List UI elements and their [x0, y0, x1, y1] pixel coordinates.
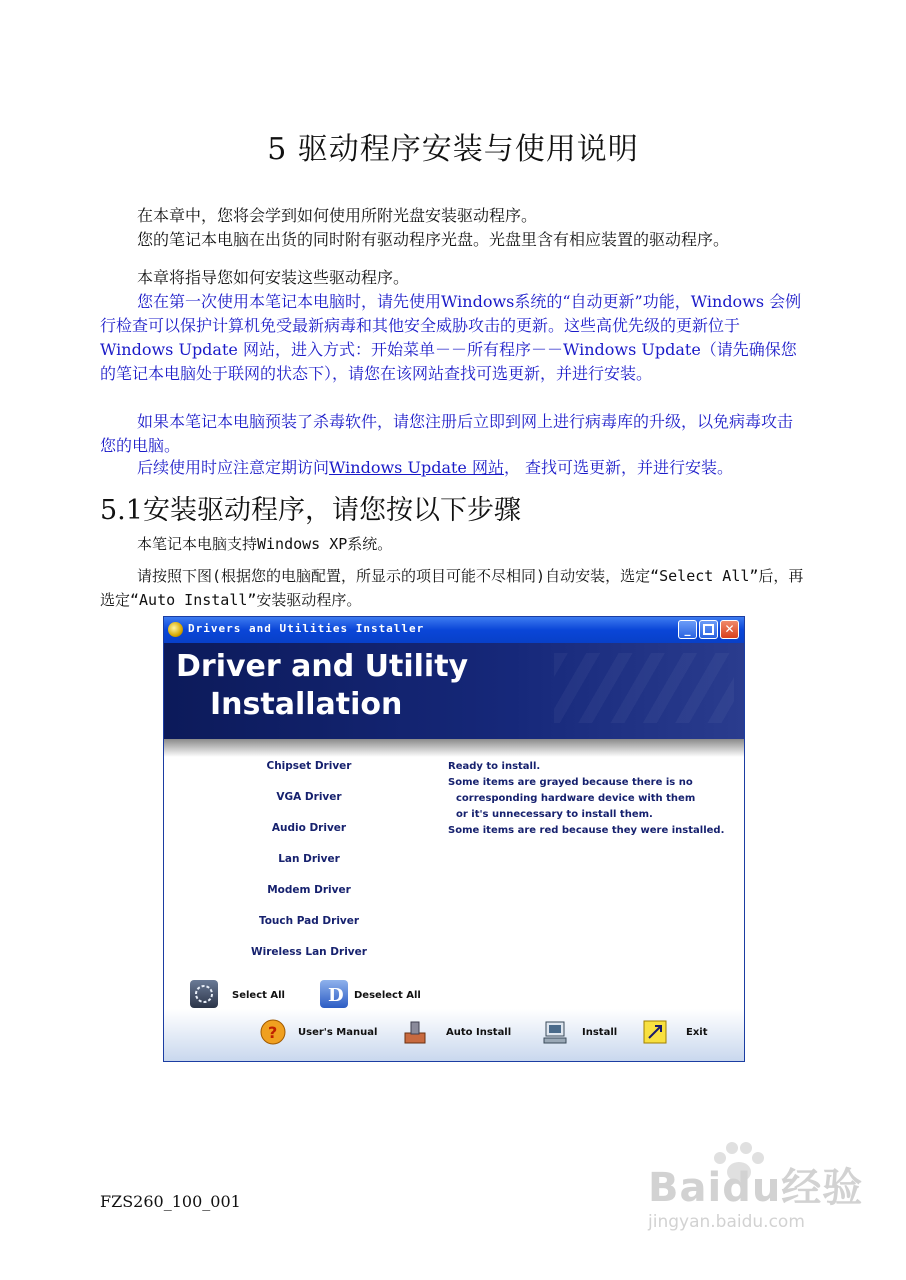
watermark-url: jingyan.baidu.com — [648, 1212, 805, 1232]
exit-icon[interactable] — [642, 1019, 668, 1045]
svg-text:D: D — [328, 985, 344, 1006]
status-line: corresponding hardware device with them — [456, 793, 696, 804]
intro-line-3: 本章将指导您如何安装这些驱动程序。 — [137, 268, 410, 287]
auto-install-button[interactable]: Auto Install — [446, 1027, 512, 1038]
update-paragraph: 您在第一次使用本笔记本电脑时，请先使用Windows系统的“自动更新”功能，Windows 会例行检查可以保护计算机免受最新病毒和其他安全威胁攻击的更新。这些高优先级的更新位于 Windows Update 网站，进入方式：开始菜单－－所有程序－－Windows Update（请先确保您的笔记本电脑处于联网的状态下），请您在该网站查找可选更新，并进行安装。 — [100, 292, 802, 383]
banner-title-line-1: Driver and Utility — [176, 649, 469, 684]
window-title: Drivers and Utilities Installer — [188, 622, 425, 635]
driver-item-modem[interactable]: Modem Driver — [267, 884, 351, 896]
footer-code: FZS260_100_001 — [100, 1192, 241, 1211]
help-icon[interactable] — [260, 1019, 286, 1045]
baidu-watermark — [628, 1138, 868, 1248]
title-bar — [164, 617, 744, 643]
support-line: 本笔记本电脑支持Windows XP系统。 — [137, 535, 393, 553]
driver-item-touchpad[interactable]: Touch Pad Driver — [258, 915, 360, 927]
status-line: or it's unnecessary to install them. — [456, 809, 653, 820]
intro-line-1: 在本章中，您将会学到如何使用所附光盘安装驱动程序。 — [137, 206, 538, 225]
banner-title-line-2: Installation — [210, 687, 403, 722]
followup-suffix: ， 查找可选更新，并进行安装。 — [503, 458, 734, 477]
driver-item-wireless-lan[interactable]: Wireless Lan Driver — [251, 946, 367, 958]
auto-install-icon[interactable] — [402, 1019, 428, 1045]
driver-item-lan[interactable]: Lan Driver — [278, 853, 340, 865]
watermark-brand: Baidu经验 — [648, 1165, 864, 1211]
banner — [164, 643, 744, 739]
driver-item-chipset[interactable]: Chipset Driver — [266, 760, 352, 772]
installer-window — [163, 616, 745, 1062]
deselect-all-icon — [320, 980, 348, 1008]
select-all-button[interactable] — [190, 980, 218, 1008]
driver-item-audio[interactable]: Audio Driver — [271, 822, 347, 834]
followup-prefix: 后续使用时应注意定期访问 — [137, 458, 330, 477]
driver-item-vga[interactable]: VGA Driver — [276, 791, 342, 803]
status-line: Ready to install. — [448, 761, 541, 772]
section-heading: 5.1安装驱动程序，请您按以下步骤 — [100, 495, 521, 526]
maximize-button[interactable] — [699, 620, 718, 639]
status-line: Some items are red because they were installed. — [448, 825, 725, 836]
exit-button[interactable]: Exit — [686, 1027, 708, 1038]
instruction-paragraph: 请按照下图(根据您的电脑配置，所显示的项目可能不尽相同)自动安装，选定“Select All”后，再选定“Auto Install”安装驱动程序。 — [100, 567, 804, 609]
status-message — [448, 759, 738, 839]
bottom-toolbar — [164, 1009, 744, 1061]
deselect-all-button[interactable] — [320, 980, 348, 1008]
status-line: Some items are grayed because there is no — [448, 777, 693, 788]
windows-update-link[interactable]: Windows Update 网站 — [329, 458, 504, 477]
intro-line-2: 您的笔记本电脑在出货的同时附有驱动程序光盘。光盘里含有相应装置的驱动程序。 — [137, 230, 730, 249]
svg-text:?: ? — [268, 1023, 278, 1042]
install-icon[interactable] — [542, 1019, 568, 1045]
users-manual-button[interactable]: User's Manual — [298, 1027, 378, 1038]
page-title: 5 驱动程序安装与使用说明 — [267, 132, 639, 167]
banner-shadow — [164, 739, 744, 757]
select-all-icon — [190, 980, 218, 1008]
followup-paragraph — [100, 456, 808, 480]
close-button[interactable]: ✕ — [720, 620, 739, 639]
app-icon — [168, 622, 183, 637]
minimize-button[interactable]: _ — [678, 620, 697, 639]
deselect-all-label[interactable]: Deselect All — [354, 990, 421, 1001]
banner-decoration — [554, 653, 734, 723]
install-button[interactable]: Install — [582, 1027, 618, 1038]
antivirus-paragraph: 如果本笔记本电脑预装了杀毒软件，请您注册后立即到网上进行病毒库的升级，以免病毒攻击您的电脑。 — [100, 412, 794, 455]
select-all-label[interactable]: Select All — [232, 990, 285, 1001]
maximize-icon — [700, 621, 717, 638]
